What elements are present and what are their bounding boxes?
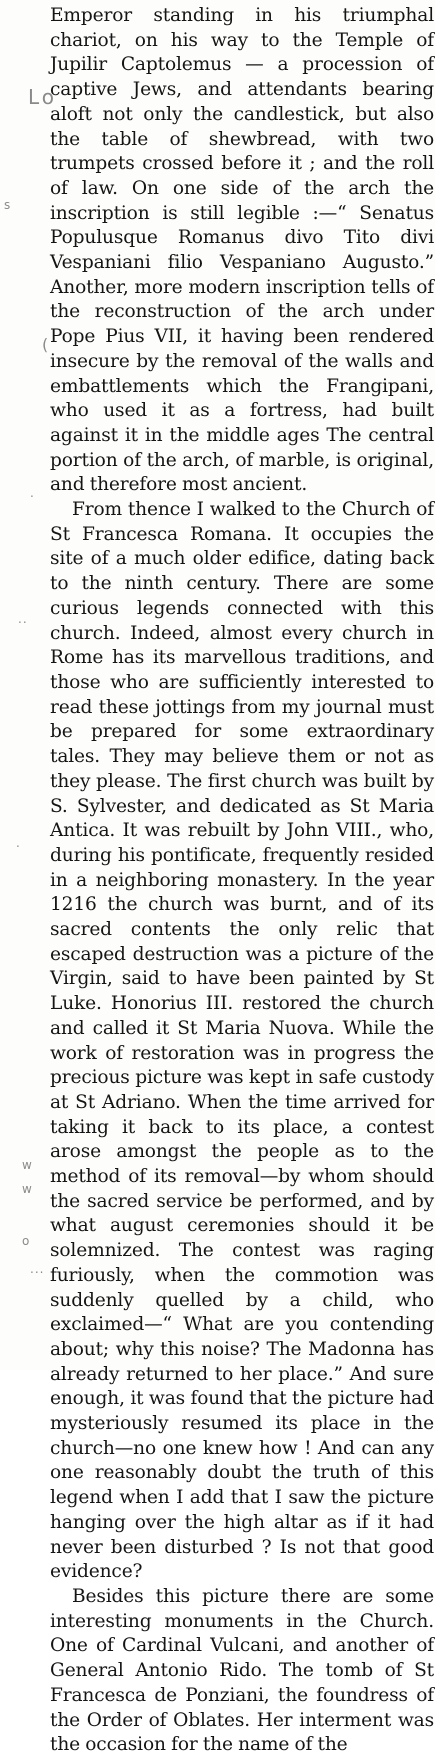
margin-mark: .. bbox=[18, 612, 28, 626]
margin-annotations bbox=[0, 0, 58, 1370]
margin-mark: w bbox=[22, 1182, 33, 1196]
margin-mark: ( bbox=[42, 335, 50, 354]
margin-mark: w bbox=[22, 1158, 33, 1172]
article-paragraph-church: From thence I walked to the Church of St Francesca Romana. It occupies the site of a much older edifice, dating back to the ninth century. There are some curious legends connected with this church. Indeed, almost every church in Rome has its marvellous traditions, and those who are sufficiently interested to read these jottings from my journal must be prepared for some extraordinary tales. They may believe them or not as they please. The first church was built by S. Sylvester, and dedicated as St Maria Antica. It was rebuilt by John VIII., who, during his pontificate, frequently resided in a neighboring monastery. In the year 1216 the church was burnt, and of its sacred contents the only relic that escaped destruction was a picture of the Virgin, said to have been painted by St Luke. Honorius III. restored the church and called it St Maria Nuova. While the work of restoration was in progress the precious picture was kept in safe custody at St Adriano. When the time arrived for taking it back to its place, a contest arose amongst the people as to the method of its removal—by whom should the sacred service be performed, and by what august ceremonies should it be solemnized. The contest was raging furiously, when the commotion was suddenly quelled by a child, who exclaimed—“ What are you contending about; why this noise? The Madonna has already returned to her place.” And sure enough, it was found that the picture had mysteriously resumed its place in the church—no one knew how ! And can any one reasonably doubt the truth of this legend when I add that I saw the picture hanging over the high altar as if it had never been disturbed ? Is not that good evidence? bbox=[50, 499, 434, 1583]
margin-mark: . bbox=[16, 836, 21, 850]
margin-mark: o bbox=[22, 1234, 31, 1248]
article-paragraph-monuments: Besides this picture there are some interesting monuments in the Church. One of Cardinal Vulcani, and another of General Antonio Rido. The tomb of St Francesca de Ponziani, the foundress of the Order of Oblates. Her interment was the occasion for the name of the bbox=[50, 1586, 434, 1756]
margin-mark: s bbox=[4, 198, 12, 212]
article-paragraph-arch: Emperor standing in his triumphal chariot, on his way to the Temple of Jupilir Captolemus — a procession of captive Jews, and attendants bearing aloft not only the candlestick, but also the table of shewbread, with two trumpets crossed before it ; and the roll of law. On one side of the arch the inscription is still legible :—“ Senatus Populusque Romanus divo Tito divi Vespaniani filio Vespaniano Augusto.” Another, more modern inscription tells of the reconstruction of the arch under Pope Pius VII, it having been rendered insecure by the removal of the walls and embattlements which the Frangipani, who used it as a fortress, had built against it in the middle ages The central portion of the arch, of marble, is original, and therefore most ancient. bbox=[50, 5, 434, 496]
margin-mark: Lo bbox=[28, 85, 58, 109]
margin-mark: . bbox=[30, 486, 35, 500]
article-column bbox=[50, 4, 434, 1758]
margin-mark: ... bbox=[30, 1262, 45, 1276]
